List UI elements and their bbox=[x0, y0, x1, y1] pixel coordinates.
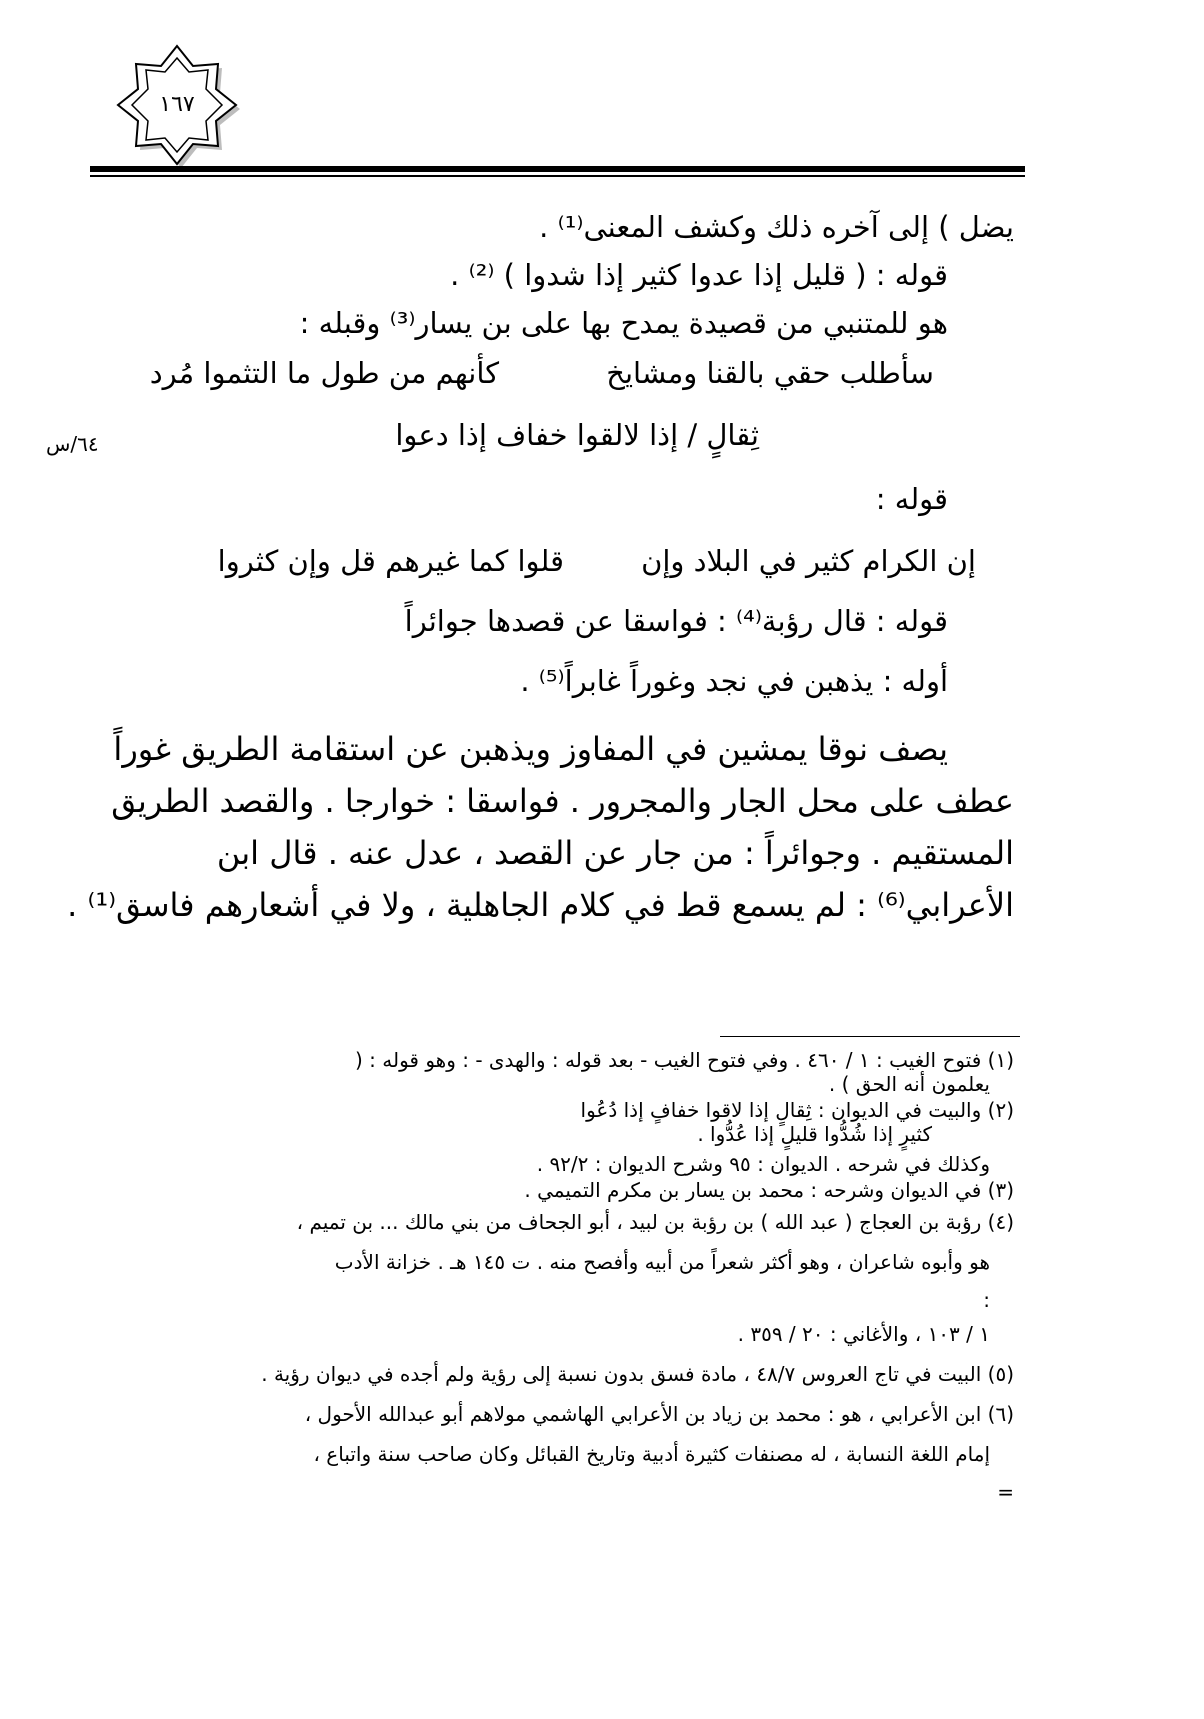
verse-hemistich: ثِقالٍ / إذا لالقوا خفاف إذا دعوا bbox=[395, 418, 759, 452]
footnote-line: = bbox=[997, 1480, 1014, 1504]
page-number-ornament bbox=[112, 40, 242, 170]
footnote-line: وكذلك في شرحه . الديوان : ٩٥ وشرح الديوان : ٩٢/٢ . bbox=[536, 1152, 990, 1176]
footnote-line: (٦) ابن الأعرابي ، هو : محمد بن زياد بن الأعرابي الهاشمي مولاهم أبو عبدالله الأحول ، bbox=[304, 1402, 1014, 1426]
footnote-line: يعلمون أنه الحق ) . bbox=[828, 1072, 990, 1096]
body-line: قوله : قال رؤبة⁽⁴⁾ : فواسقا عن قصدها جوائراً bbox=[404, 604, 948, 638]
page-number: ١٦٧ bbox=[159, 92, 195, 117]
footnote-line: كثيرٍ إذا شُدُّوا قليلٍ إذا عُدُّوا . bbox=[697, 1122, 932, 1146]
verse-hemistich: سأطلب حقي بالقنا ومشايخ bbox=[606, 356, 934, 390]
footnote-line: (٥) البيت في تاج العروس ٤٨/٧ ، مادة فسق بدون نسبة إلى رؤية ولم أجده في ديوان رؤية . bbox=[261, 1362, 1014, 1386]
verse-hemistich: كأنهم من طول ما التثموا مُرد bbox=[149, 356, 499, 390]
footnote-line: : bbox=[983, 1288, 990, 1312]
header-rule-thin bbox=[90, 175, 1025, 177]
footnote-line: (٤) رؤبة بن العجاج ( عبد الله ) بن رؤبة بن لبيد ، أبو الجحاف من بني مالك ... بن تميم ، bbox=[296, 1210, 1014, 1234]
footnote-separator bbox=[720, 1036, 1020, 1037]
verse-hemistich: قلوا كما غيرهم قل وإن كثروا bbox=[217, 544, 564, 578]
body-line: قوله : ( قليل إذا عدوا كثير إذا شدوا ) ⁽²⁾ . bbox=[450, 258, 948, 292]
margin-folio-note: ٦٤/س bbox=[46, 432, 99, 456]
footnote-line: إمام اللغة النسابة ، له مصنفات كثيرة أدبية وتاريخ القبائل وكان صاحب سنة واتباع ، bbox=[313, 1442, 990, 1466]
footnote-line: (٣) في الديوان وشرحه : محمد بن يسار بن مكرم التميمي . bbox=[524, 1178, 1014, 1202]
paragraph-line: عطف على محل الجار والمجرور . فواسقا : خوارجا . والقصد الطريق bbox=[111, 782, 1014, 820]
verse-hemistich: إن الكرام كثير في البلاد وإن bbox=[641, 544, 976, 578]
header-rule-thick bbox=[90, 166, 1025, 172]
footnote-line: (٢) والبيت في الديوان : ثِقالٍ إذا لاقوا خفافٍ إذا دُعُوا bbox=[580, 1098, 1014, 1122]
paragraph-line: الأعرابي⁽⁶⁾ : لم يسمع قط في كلام الجاهلية ، ولا في أشعارهم فاسق⁽¹⁾ . bbox=[67, 886, 1014, 924]
paragraph-line: المستقيم . وجوائراً : من جار عن القصد ، عدل عنه . قال ابن bbox=[216, 834, 1014, 872]
body-line: أوله : يذهبن في نجد وغوراً غابراً⁽⁵⁾ . bbox=[520, 664, 948, 698]
footnote-line: (١) فتوح الغيب : ١ / ٤٦٠ . وفي فتوح الغيب - بعد قوله : والهدى - : وهو قوله : ( bbox=[355, 1048, 1014, 1072]
body-line: قوله : bbox=[875, 482, 948, 516]
footnote-line: هو وأبوه شاعران ، وهو أكثر شعراً من أبيه وأفصح منه . ت ١٤٥ هـ . خزانة الأدب bbox=[334, 1250, 990, 1274]
body-line: هو للمتنبي من قصيدة يمدح بها على بن يسار⁽³⁾ وقبله : bbox=[299, 306, 948, 340]
paragraph-line: يصف نوقا يمشين في المفاوز ويذهبن عن استقامة الطريق غوراً bbox=[113, 730, 948, 768]
body-line: يضل ) إلى آخره ذلك وكشف المعنى⁽¹⁾ . bbox=[539, 210, 1014, 244]
footnote-line: ١ / ١٠٣ ، والأغاني : ٢٠ / ٣٥٩ . bbox=[737, 1322, 990, 1346]
